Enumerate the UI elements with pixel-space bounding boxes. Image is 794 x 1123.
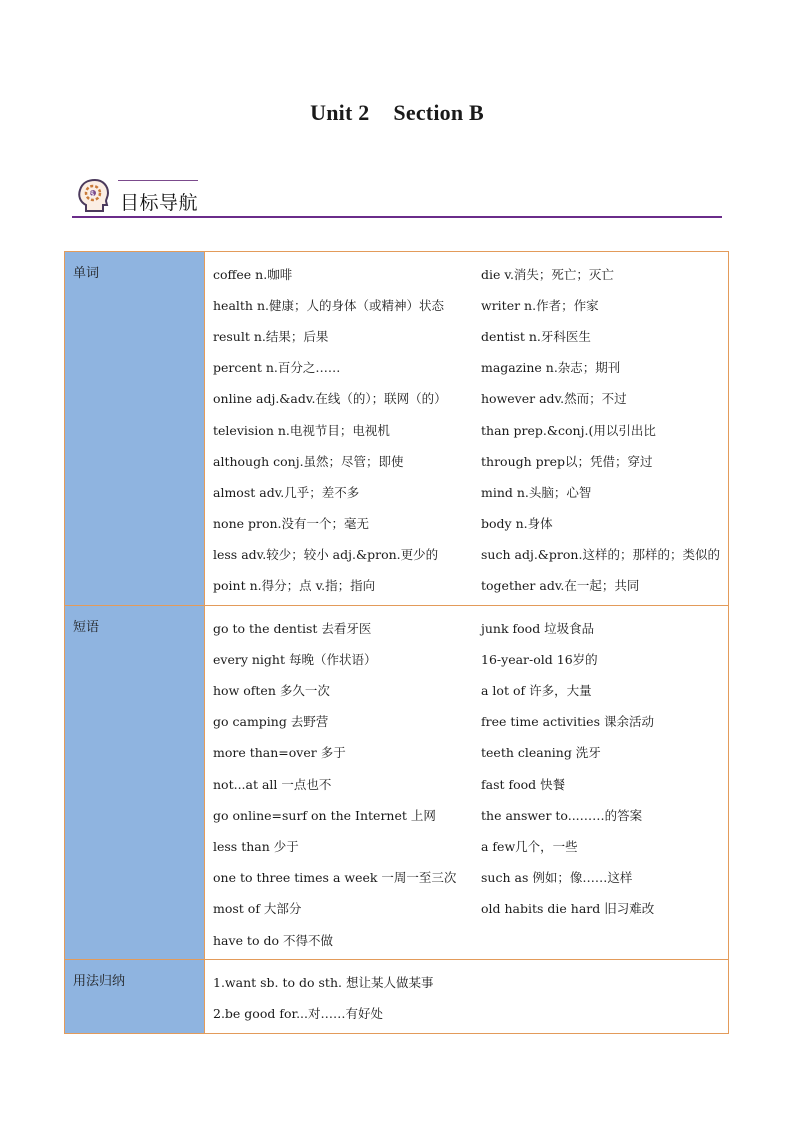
phrase-entry: every night 每晚（作状语） <box>213 651 377 667</box>
phrase-entry: free time activities 课余活动 <box>481 714 654 730</box>
vocab-entry: coffee n.咖啡 <box>213 266 293 282</box>
usage-row <box>213 997 724 1028</box>
phrase-row <box>213 643 724 674</box>
vocab-entry: through prep以；凭借；穿过 <box>481 453 653 469</box>
section-topline <box>118 180 198 181</box>
phrase-entry: more than=over 多于 <box>213 745 346 761</box>
vocab-entry: mind n.头脑；心智 <box>481 484 592 500</box>
phrase-entry: less than 少于 <box>213 838 299 854</box>
vocab-entry: such adj.&pron.这样的；那样的；类似的 <box>481 547 720 563</box>
vocab-entry: although conj.虽然；尽管；即使 <box>213 453 404 469</box>
usage-row <box>213 966 724 997</box>
usage-content <box>205 960 729 1033</box>
section-underline <box>72 216 722 218</box>
vocab-entry: none pron.没有一个；毫无 <box>213 516 370 532</box>
phrase-entry: junk food 垃圾食品 <box>481 620 595 636</box>
phrase-entry: the answer to...……的答案 <box>481 807 643 823</box>
phrases-section <box>65 606 729 960</box>
category-usage: 用法归纳 <box>65 960 205 1033</box>
vocab-entry: result n.结果；后果 <box>213 328 329 344</box>
vocab-row <box>213 508 724 539</box>
phrase-row <box>213 799 724 830</box>
usage-entry: 1.want sb. to do sth. 想让某人做某事 <box>213 974 434 990</box>
phrase-row <box>213 924 724 955</box>
vocab-row <box>213 570 724 601</box>
vocab-entry: online adj.&adv.在线（的）；联网（的） <box>213 391 447 407</box>
category-vocab: 单词 <box>65 252 205 606</box>
vocab-row <box>213 476 724 507</box>
phrase-entry: teeth cleaning 洗牙 <box>481 745 601 761</box>
phrase-entry: go to the dentist 去看牙医 <box>213 620 372 636</box>
phrase-entry: go camping 去野营 <box>213 714 329 730</box>
vocab-row <box>213 414 724 445</box>
vocab-entry: almost adv.几乎；差不多 <box>213 484 360 500</box>
vocab-entry: however adv.然而；不过 <box>481 391 627 407</box>
page-title <box>0 100 794 126</box>
phrase-entry: how often 多久一次 <box>213 683 330 699</box>
vocab-entry: together adv.在一起；共同 <box>481 578 640 594</box>
title-unit: Unit 2 <box>310 100 370 125</box>
phrase-entry: such as 例如；像……这样 <box>481 870 633 886</box>
vocab-entry: point n.得分；点 v.指；指向 <box>213 578 376 594</box>
vocab-entry: body n.身体 <box>481 516 553 532</box>
section-header <box>72 176 722 220</box>
vocab-entry: magazine n.杂志；期刊 <box>481 360 621 376</box>
phrase-row <box>213 768 724 799</box>
title-section: Section B <box>393 100 484 125</box>
phrase-entry: a lot of 许多，大量 <box>481 683 592 699</box>
phrase-row <box>213 612 724 643</box>
vocab-entry: dentist n.牙科医生 <box>481 328 591 344</box>
vocab-entry: writer n.作者；作家 <box>481 297 599 313</box>
usage-section <box>65 960 729 1033</box>
section-label: 目标导航 <box>120 192 199 214</box>
phrase-entry: a few几个，一些 <box>481 838 578 854</box>
vocab-row <box>213 320 724 351</box>
head-gear-icon <box>76 178 110 214</box>
vocab-row <box>213 289 724 320</box>
vocab-entry: health n.健康；人的身体（或精神）状态 <box>213 297 444 313</box>
vocab-entry: television n.电视节目；电视机 <box>213 422 390 438</box>
phrase-entry: old habits die hard 旧习难改 <box>481 901 655 917</box>
vocab-row <box>213 445 724 476</box>
phrase-entry: one to three times a week 一周一至三次 <box>213 870 457 886</box>
vocab-entry: percent n.百分之…… <box>213 360 341 376</box>
phrase-entry: not...at all 一点也不 <box>213 776 332 792</box>
vocab-row <box>213 352 724 383</box>
vocab-entry: less adv.较少；较小 adj.&pron.更少的 <box>213 547 439 563</box>
phrase-row <box>213 893 724 924</box>
phrase-entry: fast food 快餐 <box>481 776 566 792</box>
phrase-row <box>213 737 724 768</box>
vocab-row <box>213 539 724 570</box>
vocab-row <box>213 383 724 414</box>
phrase-row <box>213 862 724 893</box>
vocab-row <box>213 258 724 289</box>
phrase-entry: have to do 不得不做 <box>213 932 333 948</box>
vocab-entry: than prep.&conj.(用以引出比 <box>481 422 656 438</box>
phrase-row <box>213 706 724 737</box>
vocabulary-table <box>64 251 729 1034</box>
phrases-content <box>205 606 729 960</box>
phrase-row <box>213 830 724 861</box>
phrase-row <box>213 674 724 705</box>
vocab-content <box>205 252 729 606</box>
phrase-entry: most of 大部分 <box>213 901 302 917</box>
vocab-entry: die v.消失；死亡；灭亡 <box>481 266 614 282</box>
vocab-section <box>65 252 729 606</box>
category-phrases: 短语 <box>65 606 205 960</box>
usage-entry: 2.be good for...对……有好处 <box>213 1005 384 1021</box>
phrase-entry: go online=surf on the Internet 上网 <box>213 807 436 823</box>
phrase-entry: 16-year-old 16岁的 <box>481 651 598 667</box>
svg-text:$: $ <box>90 190 95 198</box>
